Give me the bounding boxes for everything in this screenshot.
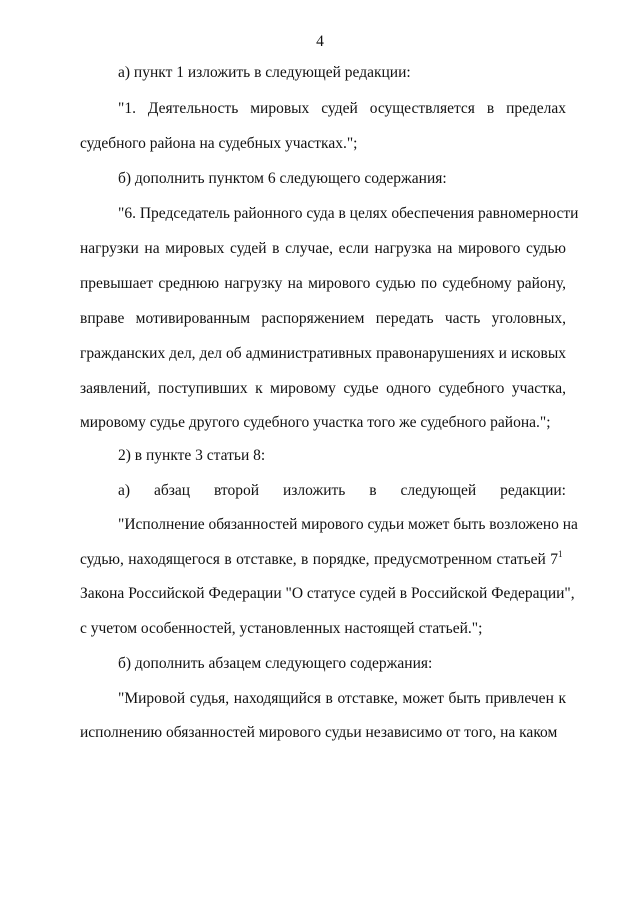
page-number: 4 (316, 33, 324, 50)
paragraph-line: заявлений, поступивших к мировому судье одного судебного участка, (80, 380, 566, 397)
paragraph-line: а) абзац второй изложить в следующей редакции: (118, 482, 566, 499)
paragraph-line: Закона Российской Федерации "О статусе судей в Российской Федерации", (80, 585, 575, 602)
paragraph-line: "6. Председатель районного суда в целях обеспечения равномерности (118, 205, 579, 222)
paragraph-line: б) дополнить абзацем следующего содержания: (118, 655, 433, 672)
paragraph-line: мировому судье другого судебного участка того же судебного района."; (80, 414, 551, 431)
paragraph-line: "1. Деятельность мировых судей осуществляется в пределах (118, 100, 566, 117)
paragraph-line: исполнению обязанностей мирового судьи независимо от того, на каком (80, 724, 558, 741)
paragraph-line: нагрузки на мировых судей в случае, если нагрузка на мирового судью (80, 240, 566, 257)
paragraph-line: гражданских дел, дел об административных правонарушениях и исковых (80, 345, 566, 362)
paragraph-line: судебного района на судебных участках."; (80, 135, 358, 152)
paragraph-line: б) дополнить пунктом 6 следующего содержания: (118, 170, 447, 187)
paragraph-line: "Исполнение обязанностей мирового судьи может быть возложено на (118, 516, 578, 533)
paragraph-line: а) пункт 1 изложить в следующей редакции: (118, 64, 411, 81)
paragraph-line-text: судью, находящегося в отставке, в порядке, предусмотренном статьей 7 (80, 551, 558, 568)
paragraph-line: 2) в пункте 3 статьи 8: (118, 447, 266, 464)
paragraph-line: "Мировой судья, находящийся в отставке, может быть привлечен к (118, 690, 566, 707)
paragraph-line: превышает среднюю нагрузку на мирового судью по судебному району, (80, 275, 566, 292)
paragraph-line: вправе мотивированным распоряжением передать часть уголовных, (80, 310, 566, 327)
paragraph-line (80, 551, 566, 569)
paragraph-line: с учетом особенностей, установленных настоящей статьей."; (80, 620, 483, 637)
superscript: 1 (558, 549, 563, 559)
